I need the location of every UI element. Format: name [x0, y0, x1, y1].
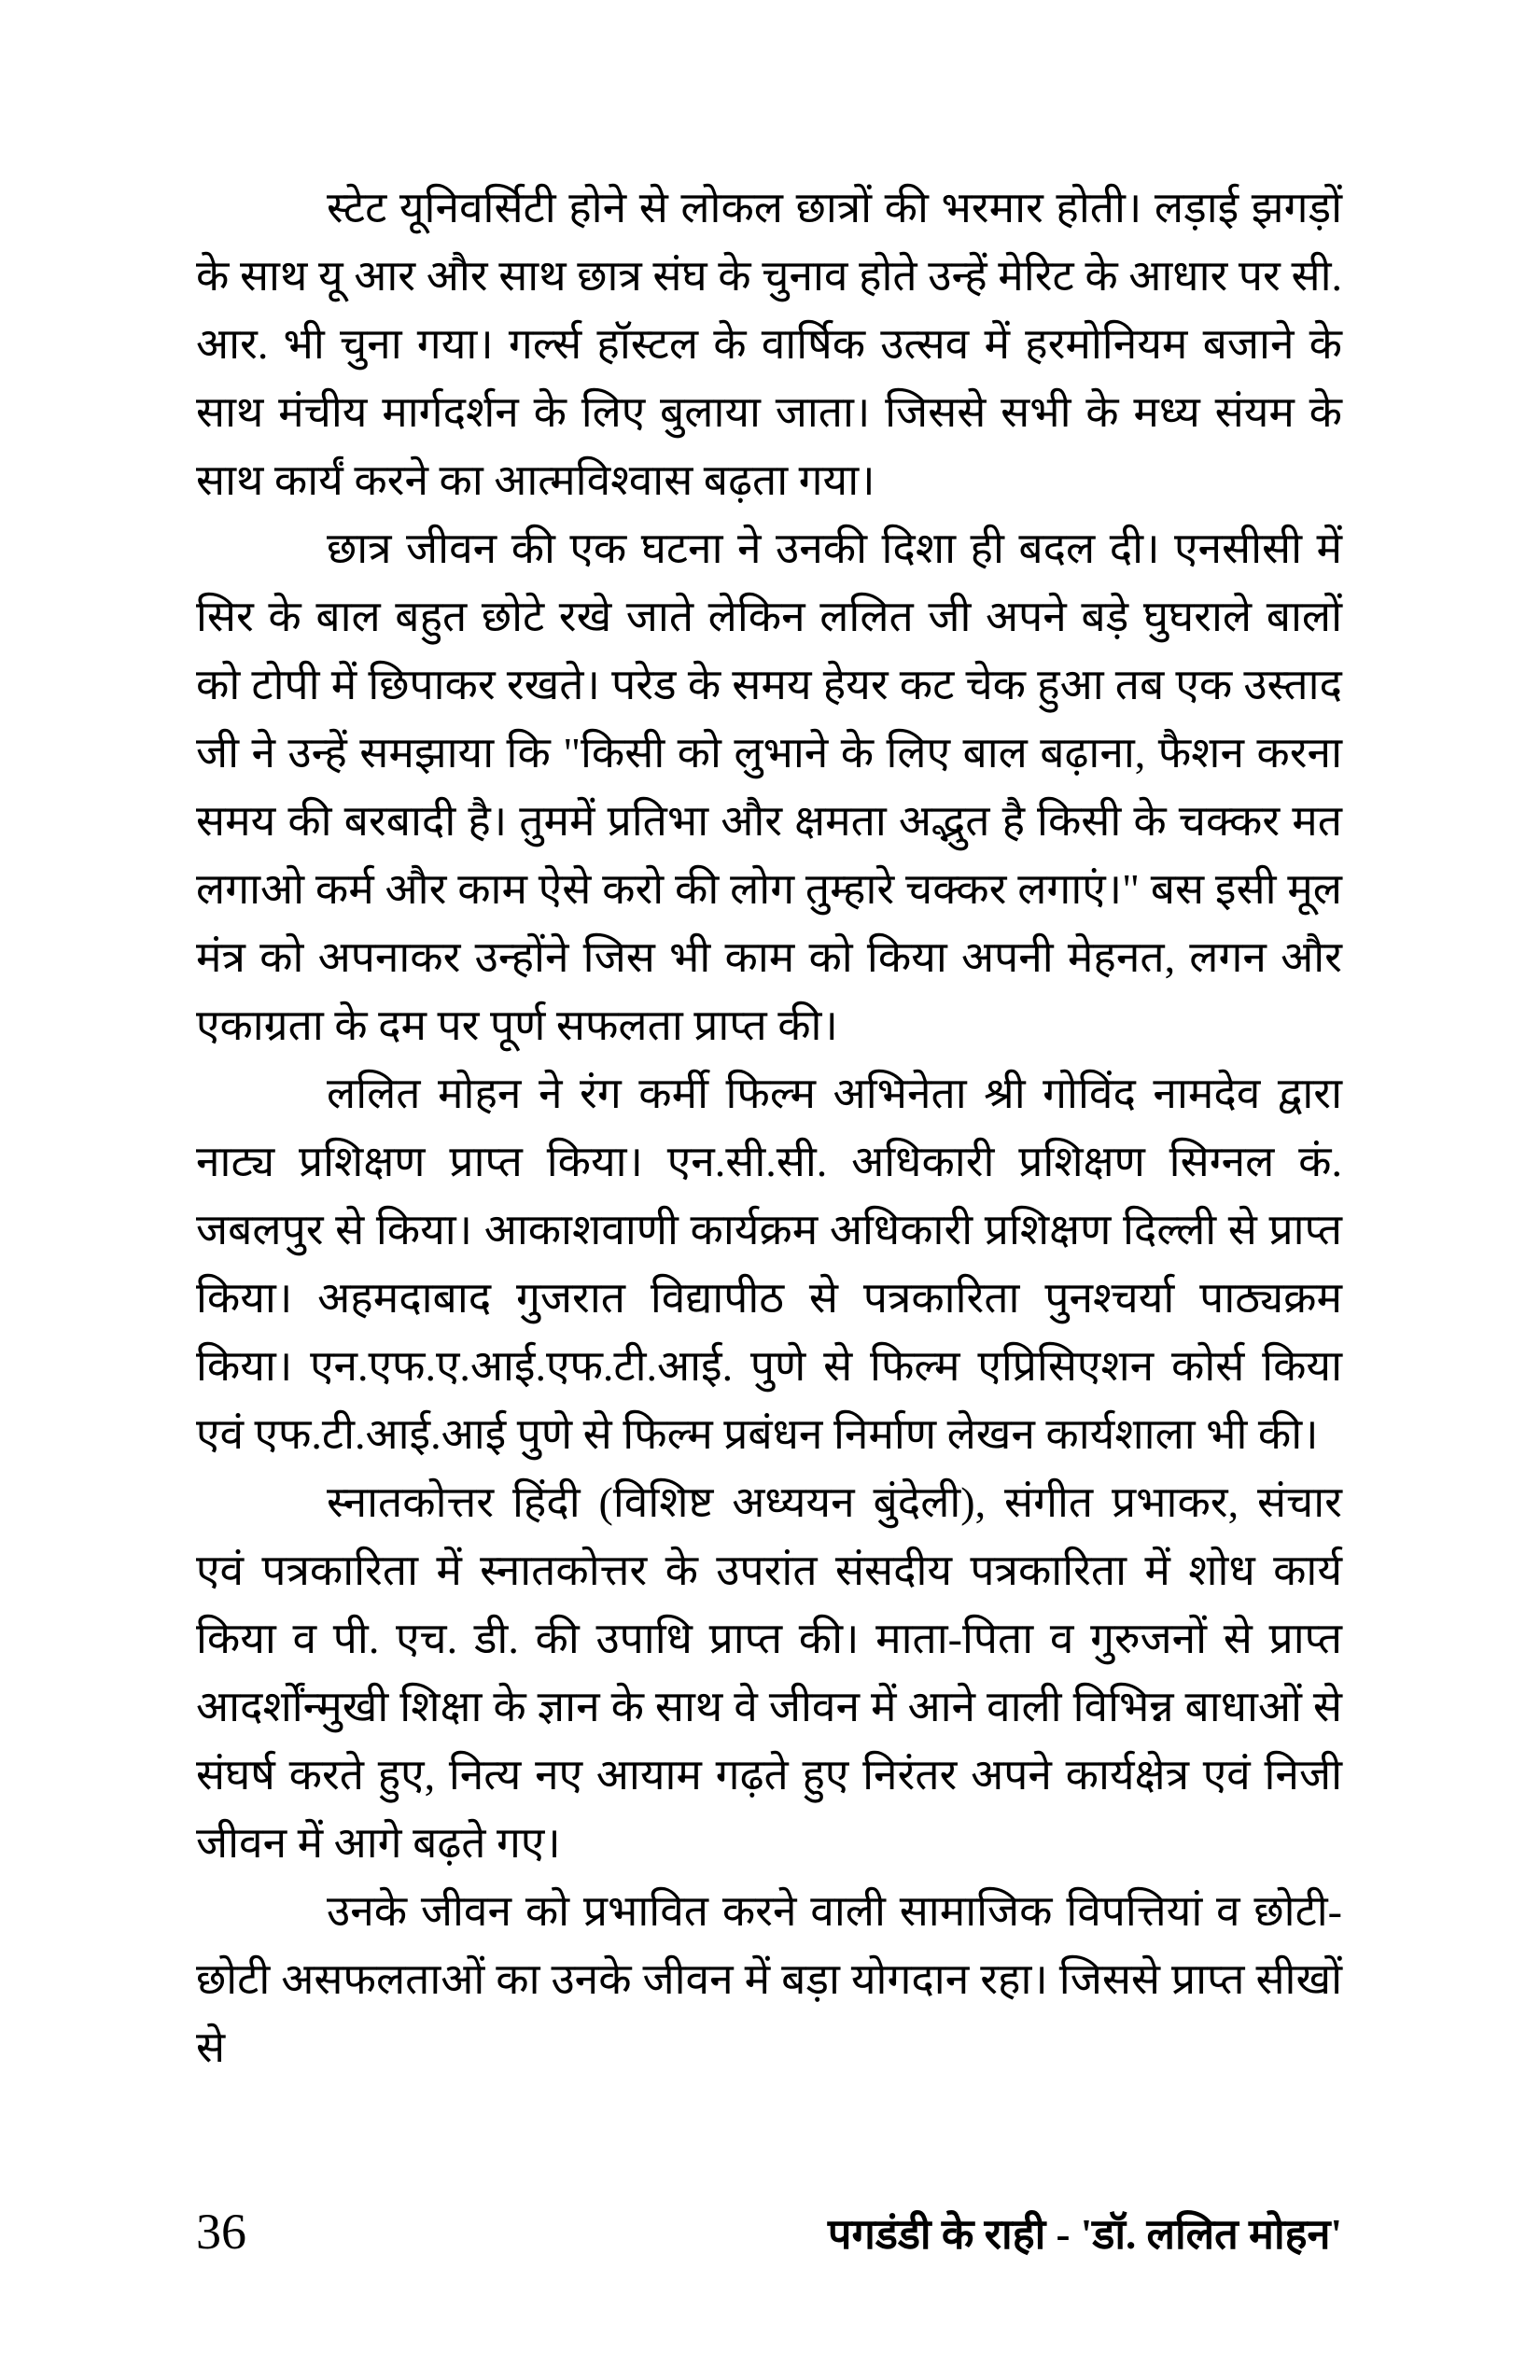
paragraph-3: ललित मोहन ने रंग कर्मी फिल्म अभिनेता श्री गोविंद नामदेव द्वारा नाट्य प्रशिक्षण प्राप्त किया। एन.सी.सी. अधिकारी प्रशिक्षण सिग्नल कं. जबलपुर से किया। आकाशवाणी कार्यक्रम अधिकारी प्रशिक्षण दिल्ली से प्राप्त किया। अहमदाबाद गुजरात विद्यापीठ से पत्रकारिता पुनश्चर्या पाठ्यक्रम किया। एन.एफ.ए.आई.एफ.टी.आई. पुणे से फिल्म एप्रिसिएशन कोर्स किया एवं एफ.टी.आई.आई पुणे से फिल्म प्रबंधन निर्माण लेखन कार्यशाला भी की। — [196, 1070, 1342, 1458]
paragraph-2: छात्र जीवन की एक घटना ने उनकी दिशा ही बदल दी। एनसीसी में सिर के बाल बहुत छोटे रखे जाते लेकिन ललित जी अपने बड़े घुघराले बालों को टोपी में छिपाकर रखते। परेड के समय हेयर कट चेक हुआ तब एक उस्ताद जी ने उन्हें समझाया कि "किसी को लुभाने के लिए बाल बढ़ाना, फैशन करना समय की बरबादी है। तुममें प्रतिभा और क्षमता अद्भुत है किसी के चक्कर मत लगाओ कर्म और काम ऐसे करो की लोग तुम्हारे चक्कर लगाएं।" बस इसी मूल मंत्र को अपनाकर उन्होंने जिस भी काम को किया अपनी मेहनत, लगन और एकाग्रता के दम पर पूर्ण सफलता प्राप्त की। — [196, 525, 1342, 1049]
paragraph-5: उनके जीवन को प्रभावित करने वाली सामाजिक विपत्तियां व छोटी-छोटी असफलताओं का उनके जीवन में बड़ा योगदान रहा। जिससे प्राप्त सीखों से — [196, 1887, 1342, 2071]
paragraph-1: स्टेट यूनिवर्सिटी होने से लोकल छात्रों की भरमार होती। लड़ाई झगड़ों के साथ यू आर और साथ छात्र संघ के चुनाव होते उन्हें मेरिट के आधार पर सी. आर. भी चुना गया। गर्ल्स हॉस्टल के वार्षिक उत्सव में हरमोनियम बजाने के साथ मंचीय मार्गदर्शन के लिए बुलाया जाता। जिससे सभी के मध्य संयम के साथ कार्यं करने का आत्मविश्वास बढ़ता गया। — [196, 184, 1342, 504]
paragraph-4: स्नातकोत्तर हिंदी (विशिष्ट अध्ययन बुंदेली), संगीत प्रभाकर, संचार एवं पत्रकारिता में स्नातकोत्तर के उपरांत संसदीय पत्रकारिता में शोध कार्य किया व पी. एच. डी. की उपाधि प्राप्त की। माता-पिता व गुरुजनों से प्राप्त आदर्शोंन्मुखी शिक्षा के ज्ञान के साथ वे जीवन में आने वाली विभिन्न बाधाओं से संघर्ष करते हुए, नित्य नए आयाम गढ़ते हुए निरंतर अपने कार्यक्षेत्र एवं निजी जीवन में आगे बढ़ते गए। — [196, 1478, 1342, 1867]
page-footer — [196, 2205, 1342, 2261]
page-body-text — [196, 174, 1342, 2081]
book-title-footer: पगडंडी के राही - 'डॉ. ललित मोहन' — [827, 2211, 1342, 2258]
page-number: 36 — [196, 2204, 246, 2260]
